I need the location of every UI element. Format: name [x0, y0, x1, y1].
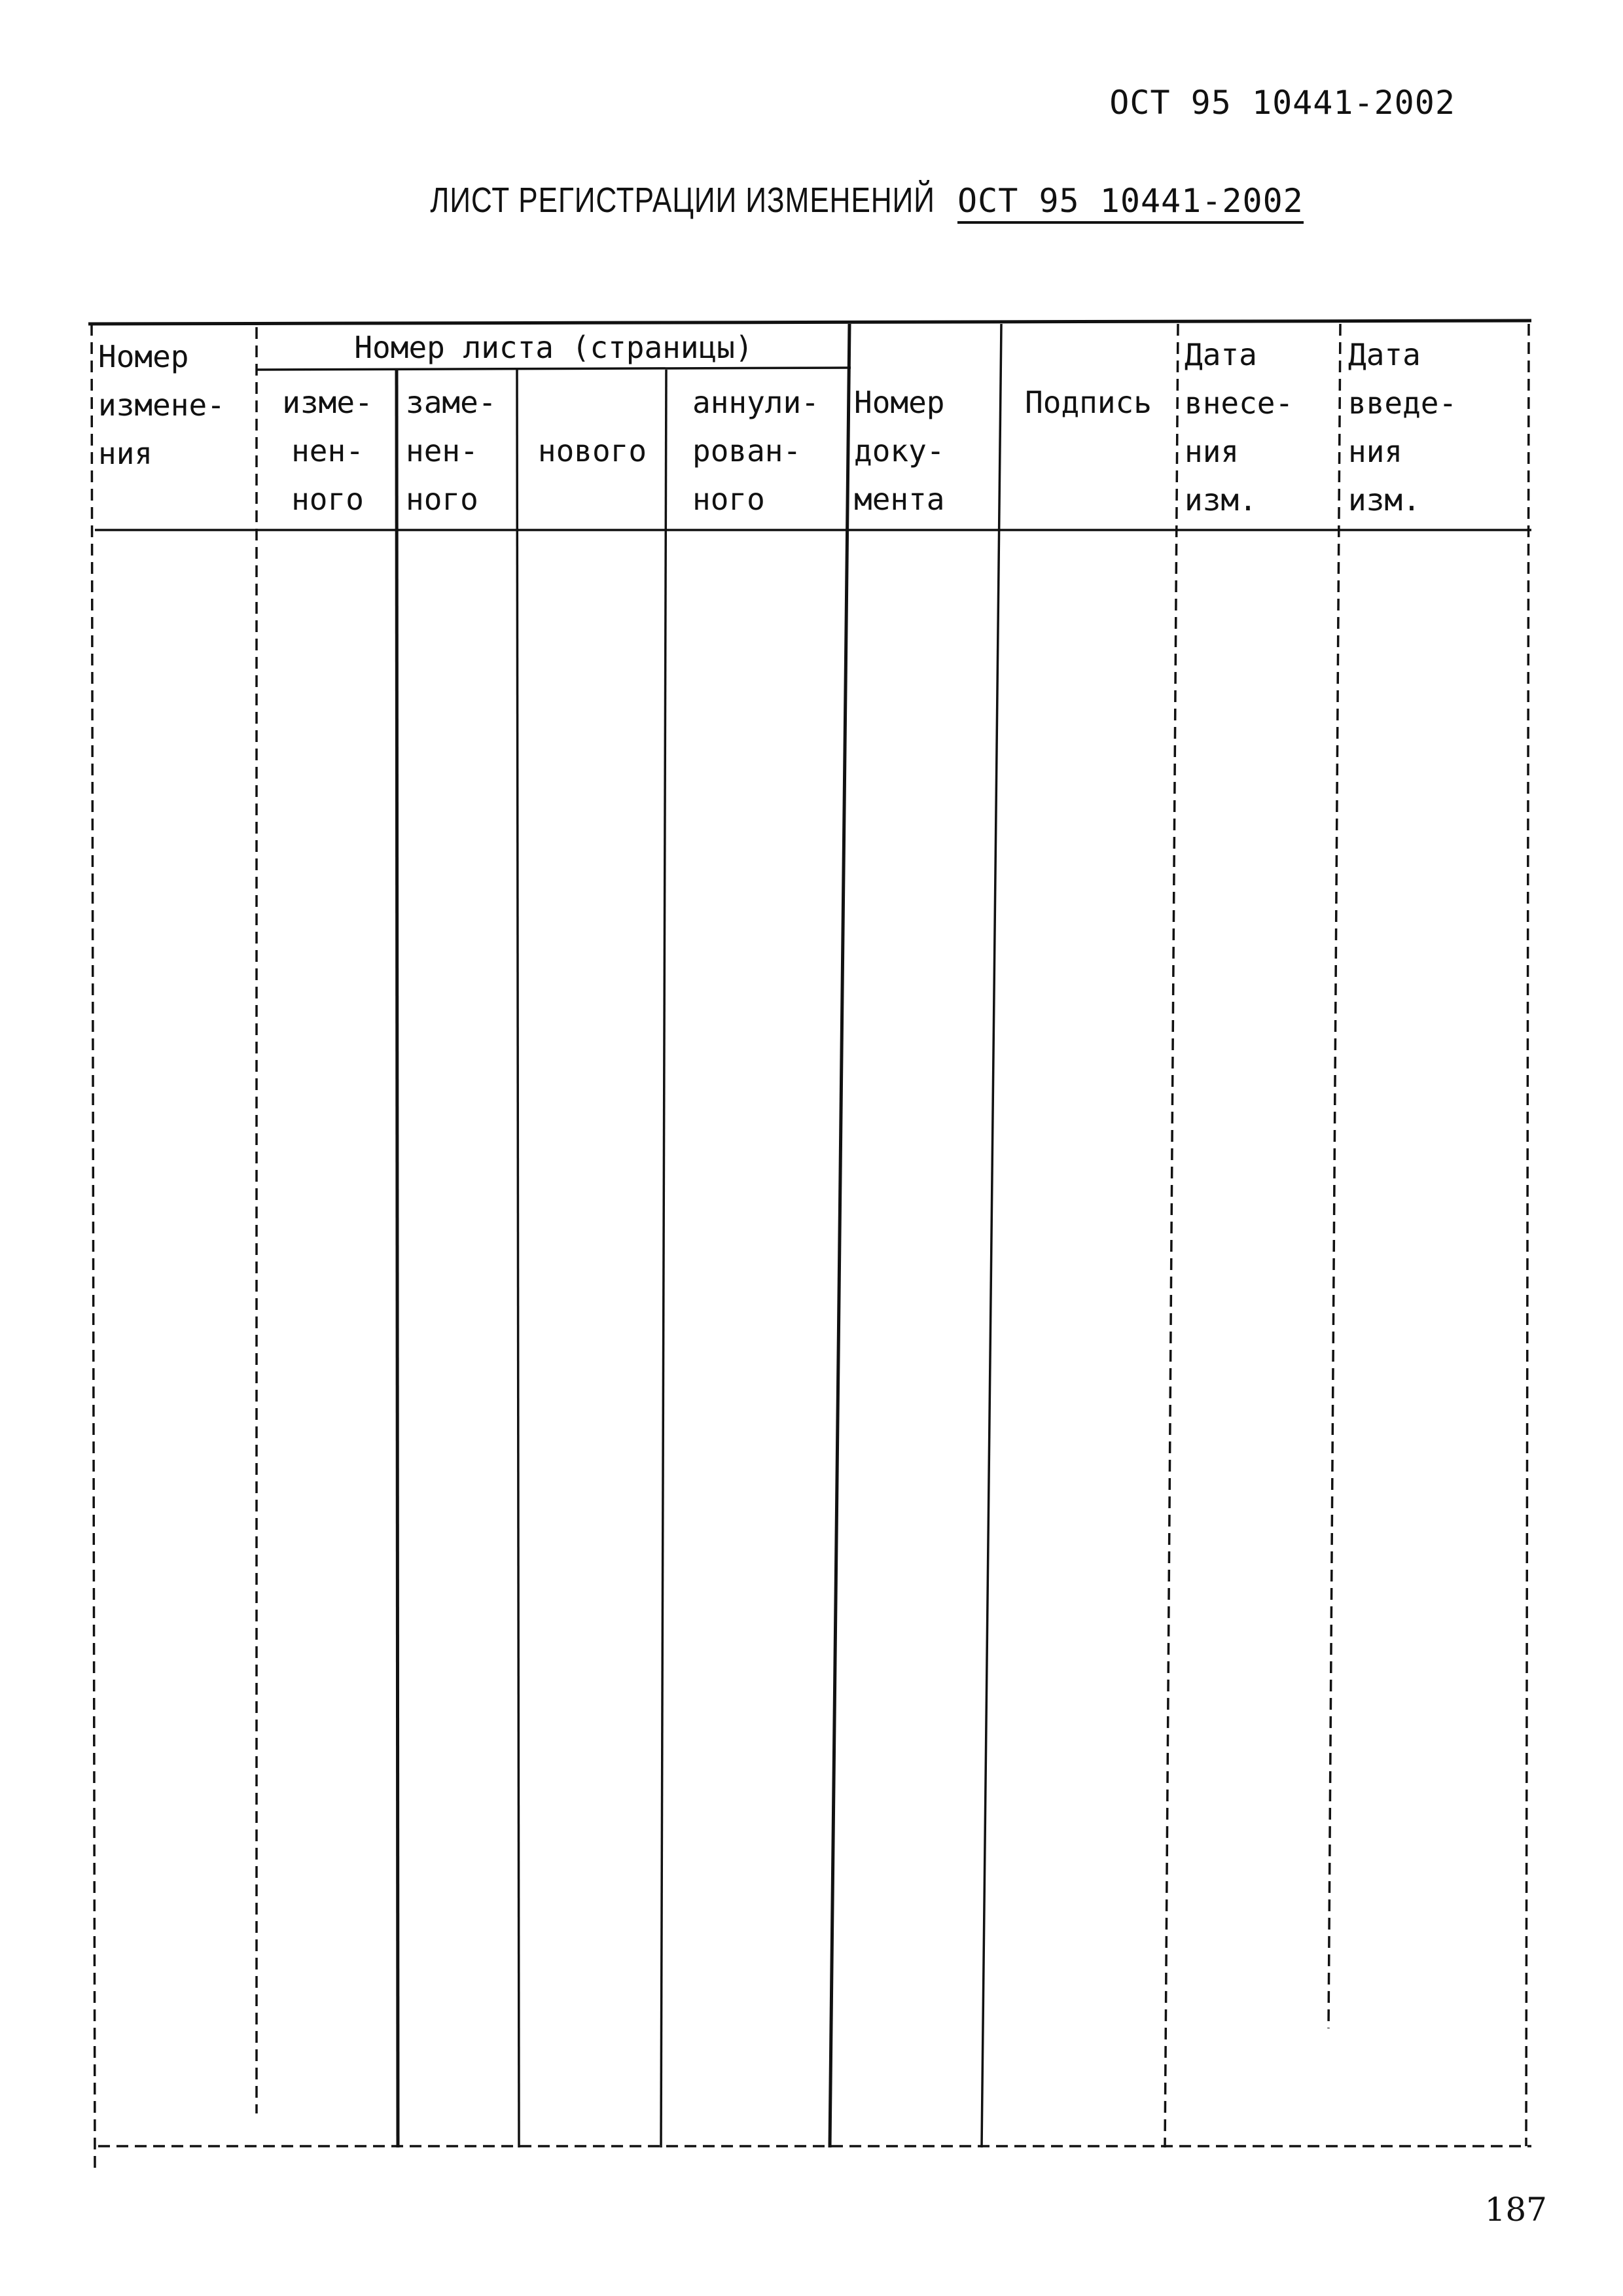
title-text: ЛИСТ РЕГИСТРАЦИИ ИЗМЕНЕНИЙ	[430, 181, 936, 220]
col-header-entry-date: Дата внесе- ния изм.	[1185, 337, 1294, 518]
page-number: 187	[1484, 2191, 1547, 2229]
col-header-signature: Подпись	[1025, 385, 1152, 420]
col-header-annulled: аннули- рован- ного	[692, 385, 819, 517]
col-group-header-sheet-number: Номер листа (страницы)	[354, 330, 753, 365]
document-code: ОСТ 95 10441-2002	[1109, 84, 1455, 122]
col-header-doc-number: Номер доку- мента	[854, 385, 945, 517]
col-header-new: нового	[537, 433, 647, 468]
title-document-code: ОСТ 95 10441-2002	[957, 182, 1304, 224]
col-header-changed: изме- нен- ного	[282, 385, 373, 517]
col-header-change-number: Номер измене- ния	[98, 339, 225, 471]
col-header-effective-date: Дата введе- ния изм.	[1348, 337, 1457, 518]
col-header-replaced: заме- нен- ного	[406, 385, 497, 517]
